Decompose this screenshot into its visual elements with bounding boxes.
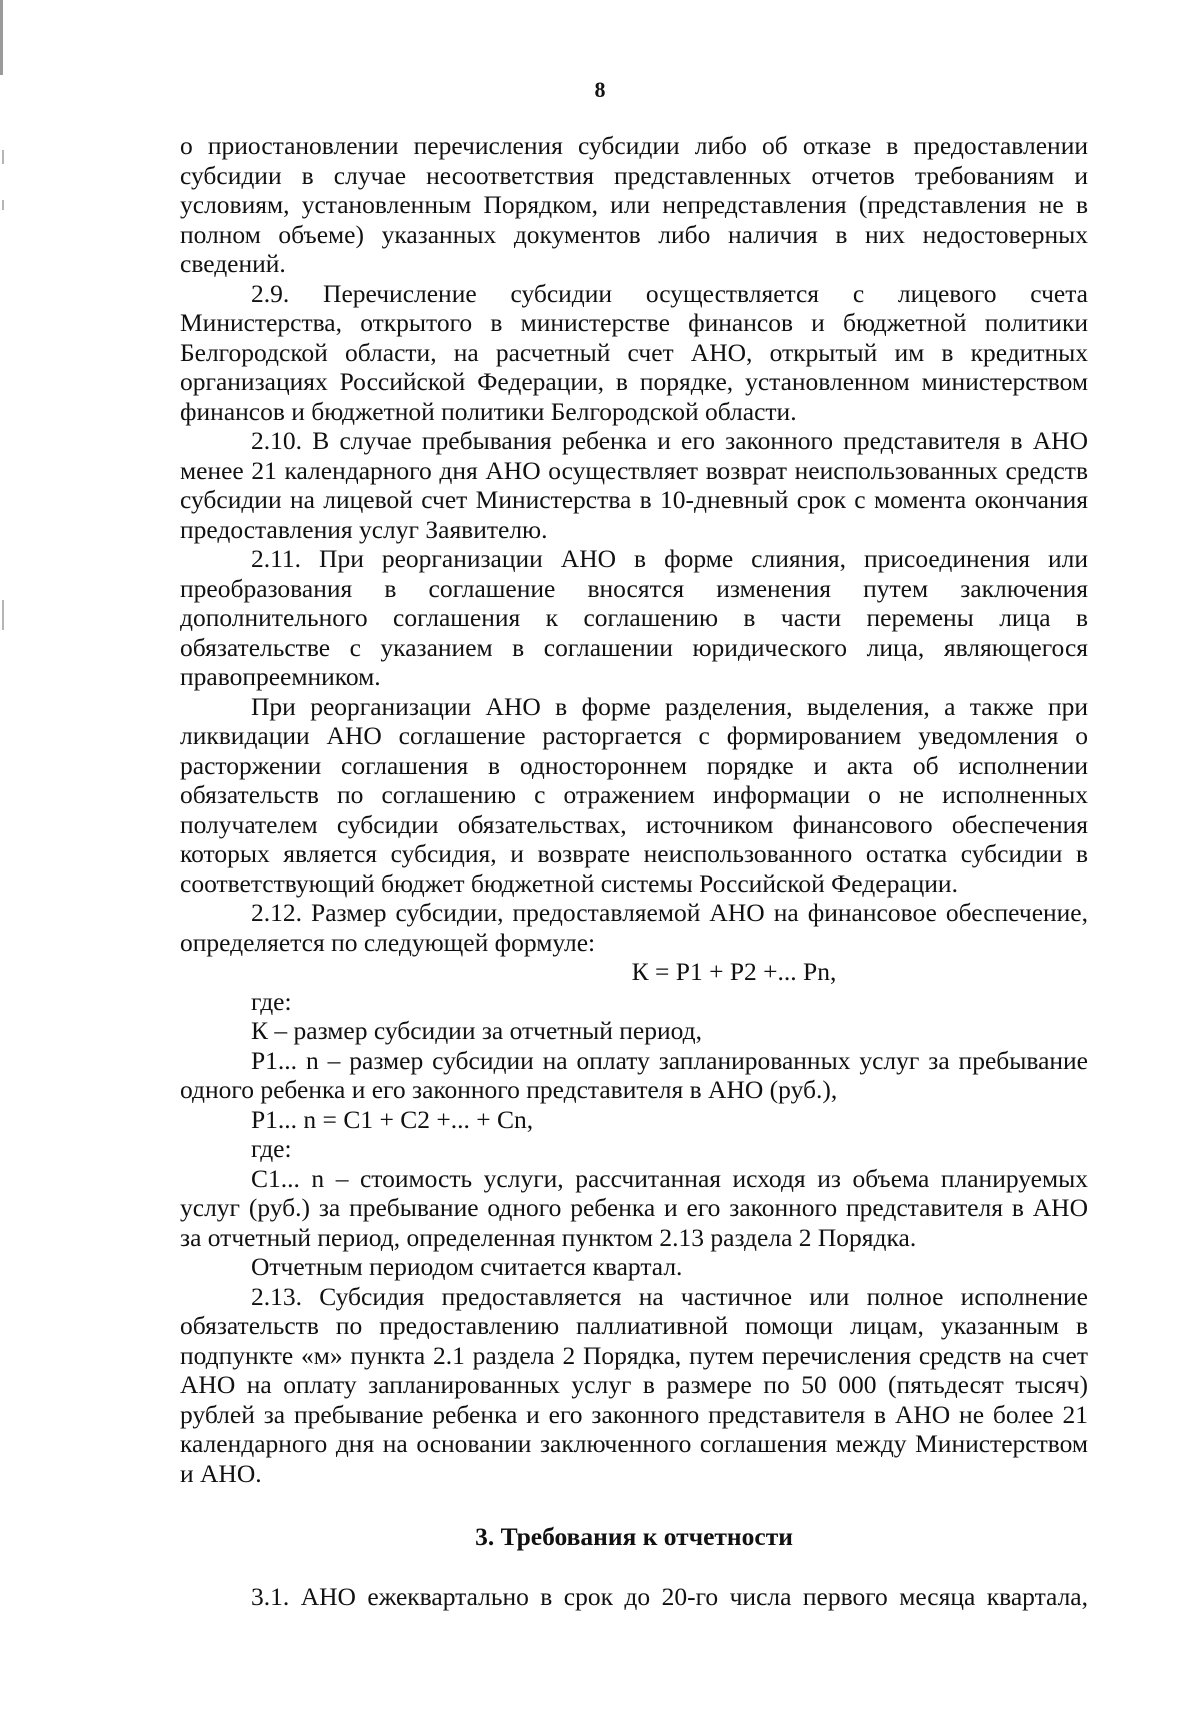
scan-artifact <box>2 200 4 210</box>
paragraph-2-10: 2.10. В случае пребывания ребенка и его законного представителя в АНО менее 21 календарного дня АНО осуществляет возврат неиспользованных средств субсидии на лицевой счет Министерства в 10-дневный срок с момента окончания предоставления услуг Заявителю. <box>180 426 1088 544</box>
section-3-title: 3. Требования к отчетности <box>475 1522 793 1551</box>
scan-artifact <box>2 150 4 164</box>
page-number: 8 <box>594 77 606 102</box>
paragraph-reorganization: При реорганизации АНО в форме разделения, выделения, а также при ликвидации АНО соглашение расторгается с формированием уведомления о расторжении соглашения в одностороннем порядке и акта об исполнении обязательств по соглашению с отражением информации о не исполненных получателем субсидии обязательствах, источником финансового обеспечения которых является субсидия, и возврате неиспользованного остатка субсидии в соответствующий бюджет бюджетной системы Российской Федерации. <box>180 691 1088 898</box>
where-label: где: <box>251 1134 292 1163</box>
paragraph-2-9: 2.9. Перечисление субсидии осуществляется с лицевого счета Министерства, открытого в министерстве финансов и бюджетной политики Белгородской области, на расчетный счет АНО, открытый им в кредитных организациях Российской Федерации, в порядке, установленном министерством финансов и бюджетной политики Белгородской области. <box>180 278 1088 426</box>
reporting-period: Отчетным периодом считается квартал. <box>251 1252 683 1281</box>
paragraph-3-1: 3.1. АНО ежеквартально в срок до 20-го числа первого месяца квартала, <box>251 1581 1088 1611</box>
paragraph-2-13: 2.13. Субсидия предоставляется на частичное или полное исполнение обязательств по предоставлению паллиативной помощи лицам, указанным в подпункте «м» пункта 2.1 раздела 2 Порядка, путем перечисления средств на счет АНО на оплату запланированных услуг в размере по 50 000 (пятьдесят тысяч) рублей за пребывание ребенка и его законного представителя в АНО не более 21 календарного дня на основании заключенного соглашения между Министерством и АНО. <box>180 1281 1088 1488</box>
paragraph-2-11: 2.11. При реорганизации АНО в форме слияния, присоединения или преобразования в соглашение вносятся изменения путем заключения дополнительного соглашения к соглашению в части перемены лица в обязательстве с указанием в соглашении юридического лица, являющегося правопреемником. <box>180 544 1088 691</box>
definition-c: С1... n – стоимость услуги, рассчитанная исходя из объема планируемых услуг (руб.) за пребывание одного ребенка и его законного представителя в АНО за отчетный период, определенная пунктом 2.13 раздела 2 Порядка. <box>180 1163 1088 1252</box>
paragraph-2-12: 2.12. Размер субсидии, предоставляемой АНО на финансовое обеспечение, определяется по следующей формуле: <box>180 898 1088 957</box>
where-label: где: <box>251 986 292 1016</box>
scan-artifact <box>2 600 4 630</box>
scan-edge-mark <box>0 0 3 75</box>
formula-p: Р1... n = С1 + С2 +... + Сn, <box>251 1104 534 1134</box>
definition-p: Р1... n – размер субсидии на оплату запланированных услуг за пребывание одного ребенка и его законного представителя в АНО (руб.), <box>180 1045 1088 1104</box>
formula-total: К = Р1 + Р2 +... Рn, <box>631 957 837 986</box>
definition-k: К – размер субсидии за отчетный период, <box>251 1016 702 1045</box>
document-body <box>180 131 1088 1611</box>
paragraph-continuation: о приостановлении перечисления субсидии либо об отказе в предоставлении субсидии в случае несоответствия представленных отчетов требованиям и условиям, установленным Порядком, или непредставления (представления не в полном объеме) указанных документов либо наличия в них недостоверных сведений. <box>180 131 1088 278</box>
